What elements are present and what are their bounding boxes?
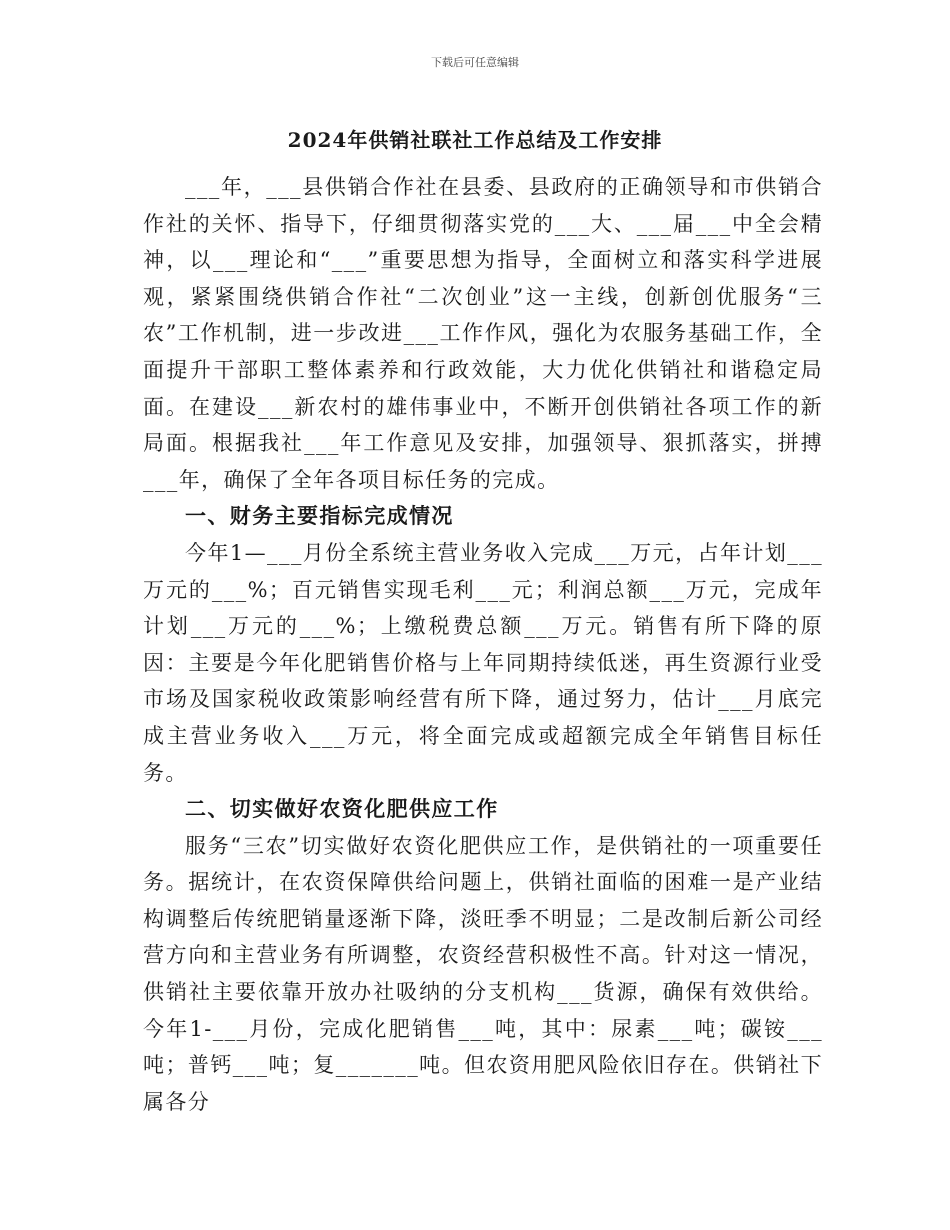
section-heading-2: 二、切实做好农资化肥供应工作 (185, 796, 499, 822)
intro-paragraph: ___年，___县供销合作社在县委、县政府的正确领导和市供销合作社的关怀、指导下，仔细贯彻落实党的___大、___届___中全会精神，以___理论和“___”重要思想为指导，全面树立和落实科学进展观，紧紧围绕供销合作社“二次创业”这一主线，创新创优服务“三农”工作机制，进一步改进___工作作风，强化为农服务基础工作，全面提升干部职工整体素养和行政效能，大力优化供销社和谐稳定局面。在建设___新农村的雄伟事业中，不断开创供销社各项工作的新局面。根据我社___年工作意见及安排，加强领导、狠抓落实，拼搏___年，确保了全年各项目标任务的完成。 (143, 175, 823, 492)
header-note: 下载后可任意编辑 (431, 56, 519, 69)
document-body (143, 169, 823, 1120)
section-2-paragraph: 服务“三农”切实做好农资化肥供应工作，是供销社的一项重要任务。据统计，在农资保障供给问题上，供销社面临的困难一是产业结构调整后传统肥销量逐渐下降，淡旺季不明显；二是改制后新公司经营方向和主营业务有所调整，农资经营积极性不高。针对这一情况，供销社主要依靠开放办社吸纳的分支机构___货源，确保有效供给。今年1-___月份，完成化肥销售___吨，其中：尿素___吨；碳铵___吨；普钙___吨；复_______吨。但农资用肥风险依旧存在。供销社下属各分 (143, 833, 823, 1114)
section-heading-1: 一、财务主要指标完成情况 (185, 503, 454, 529)
section-1-paragraph: 今年1—___月份全系统主营业务收入完成___万元，占年计划___万元的___%；百元销售实现毛利___元；利润总额___万元，完成年计划___万元的___%；上缴税费总额___万元。销售有所下降的原因：主要是今年化肥销售价格与上年同期持续低迷，再生资源行业受市场及国家税收政策影响经营有所下降，通过努力，估计___月底完成主营业务收入___万元，将全面完成或超额完成全年销售目标任务。 (143, 540, 823, 785)
document-title: 2024年供销社联社工作总结及工作安排 (287, 128, 663, 152)
